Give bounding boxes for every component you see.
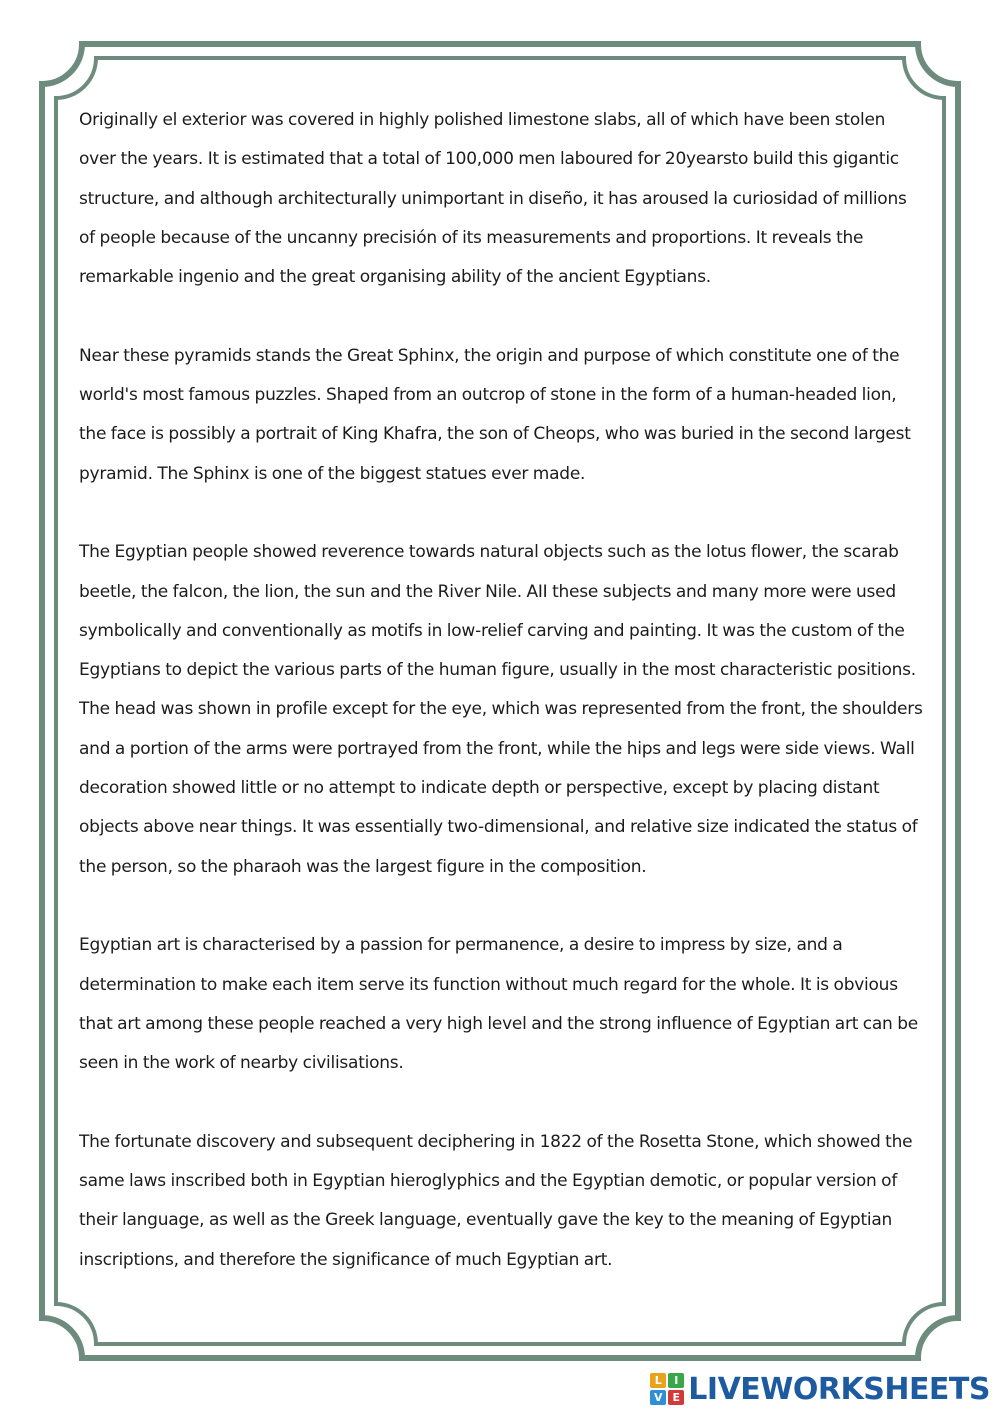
logo-letter-v: V bbox=[650, 1390, 666, 1405]
liveworksheets-logo[interactable] bbox=[650, 1369, 990, 1409]
logo-text: LIVEWORKSHEETS bbox=[688, 1371, 990, 1407]
paragraph-egyptian-art: Egyptian art is characterised by a passion for permanence, a desire to impress by size, and a determination to make each item serve its function without much regard for the whole. It is obvious that art among these people reached a very high level and the strong influence of Egyptian art can be seen in the work of nearby civilisations. bbox=[79, 935, 918, 1074]
paragraph-exterior: Originally el exterior was covered in highly polished limestone slabs, all of which have been stolen over the years. It is estimated that a total of 100,000 men laboured for 20yearsto build this gigantic structure, and although architecturally unimportant in diseño, it has aroused la curiosidad of millions of people because of the uncanny precisión of its measurements and proportions. It reveals the remarkable ingenio and the great organising ability of the ancient Egyptians. bbox=[79, 110, 907, 288]
paragraph-egyptian-people: The Egyptian people showed reverence towards natural objects such as the lotus flower, the scarab beetle, the falcon, the lion, the sun and the River Nile. AII these subjects and many more were used symbolically and conventionally as motifs in low-relief carving and painting. It was the custom of the Egyptians to depict the various parts of the human figure, usually in the most characteristic positions. The head was shown in profile except for the eye, which was represented from the front, the shoulders and a portion of the arms were portrayed from the front, while the hips and legs were side views. Wall decoration showed little or no attempt to indicate depth or perspective, except by placing distant objects above near things. It was essentially two-dimensional, and relative size indicated the status of the person, so the pharaoh was the largest figure in the composition. bbox=[79, 542, 923, 877]
article-body bbox=[79, 101, 924, 1280]
logo-letter-i: I bbox=[668, 1373, 684, 1388]
paragraph-rosetta-stone: The fortunate discovery and subsequent deciphering in 1822 of the Rosetta Stone, which showed the same laws inscribed both in Egyptian hieroglyphics and the Egyptian demotic, or popular version of their language, as well as the Greek language, eventually gave the key to the meaning of Egyptian inscriptions, and therefore the significance of much Egyptian art. bbox=[79, 1131, 913, 1270]
logo-letter-e: E bbox=[668, 1390, 684, 1405]
paragraph-sphinx: Near these pyramids stands the Great Sphinx, the origin and purpose of which constitute one of the world's most famous puzzles. Shaped from an outcrop of stone in the form of a human-headed lion, the face is possibly a portrait of King Khafra, the son of Cheops, who was buried in the second largest pyramid. The Sphinx is one of the biggest statues ever made. bbox=[79, 345, 911, 484]
logo-letter-l: L bbox=[650, 1373, 666, 1388]
logo-mark-icon bbox=[650, 1373, 684, 1405]
